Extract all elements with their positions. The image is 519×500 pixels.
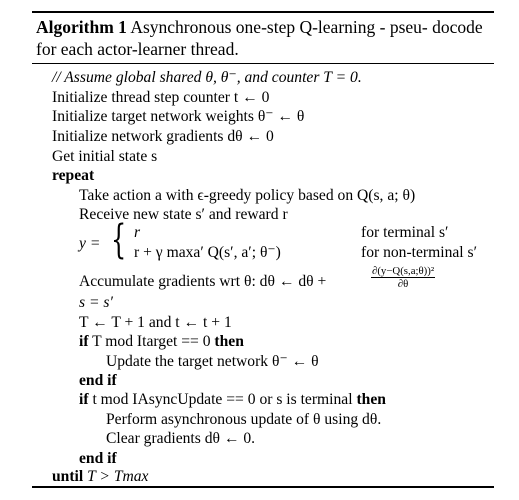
init-gradients-line: Initialize network gradients dθ ← 0: [52, 128, 274, 145]
clear-gradients-line: Clear gradients dθ ← 0.: [106, 430, 256, 447]
receive-state-line: Receive new state s′ and reward r: [79, 206, 288, 223]
init-step-counter-line: Initialize thread step counter t ← 0: [52, 89, 270, 106]
async-update-line: Perform asynchronous update of θ using dθ.: [106, 411, 382, 428]
algorithm-caption: [36, 16, 491, 60]
y-label: y =: [79, 235, 101, 252]
then-keyword: then: [356, 391, 386, 408]
top-rule: [32, 11, 494, 13]
repeat-keyword: repeat: [52, 167, 95, 184]
algorithm-label: Algorithm 1: [36, 17, 127, 37]
if-keyword: if: [79, 391, 89, 408]
until-condition: T > Tmax: [87, 468, 149, 485]
until-line: [52, 467, 148, 486]
algorithm-title: Asynchronous one-step Q-learning - pseu- docode for each actor-learner thread.: [36, 17, 483, 59]
if-target-condition: T mod Itarget == 0: [92, 333, 211, 350]
gradient-fraction-denominator: ∂θ: [397, 278, 409, 290]
case-terminal-expr: r: [134, 224, 141, 241]
end-if-keyword: end if: [79, 450, 117, 467]
caption-rule: [32, 63, 494, 64]
gradient-fraction-numerator: ∂(y−Q(s,a;θ))²: [372, 265, 435, 277]
accumulate-gradients-line: Accumulate gradients wrt θ: dθ ← dθ +: [79, 273, 327, 290]
bottom-rule: [32, 486, 494, 488]
then-keyword: then: [214, 333, 244, 350]
init-target-weights-line: Initialize target network weights θ⁻ ← θ: [52, 108, 305, 125]
if-target-line: [79, 332, 244, 351]
assign-state-line: s = s′: [79, 294, 113, 311]
if-async-condition: t mod IAsyncUpdate == 0 or s is terminal: [92, 391, 353, 408]
update-target-line: Update the target network θ⁻ ← θ: [106, 353, 319, 370]
increment-counters-line: T ← T + 1 and t ← t + 1: [79, 314, 232, 331]
get-initial-state-line: Get initial state s: [52, 148, 158, 165]
cases-brace: {: [111, 217, 127, 263]
take-action-line: Take action a with ϵ-greedy policy based on Q(s, a; θ): [79, 187, 416, 204]
until-keyword: until: [52, 468, 84, 485]
end-if-keyword: end if: [79, 372, 117, 389]
if-async-line: [79, 390, 386, 409]
case-nonterminal-expr: r + γ maxa′ Q(s′, a′; θ⁻): [134, 244, 281, 261]
if-keyword: if: [79, 333, 89, 350]
comment-line: // Assume global shared θ, θ⁻, and counter T = 0.: [52, 69, 362, 86]
case-terminal-condition: for terminal s′: [361, 224, 449, 241]
gradient-fraction: [371, 265, 435, 290]
case-nonterminal-condition: for non-terminal s′: [361, 244, 478, 261]
